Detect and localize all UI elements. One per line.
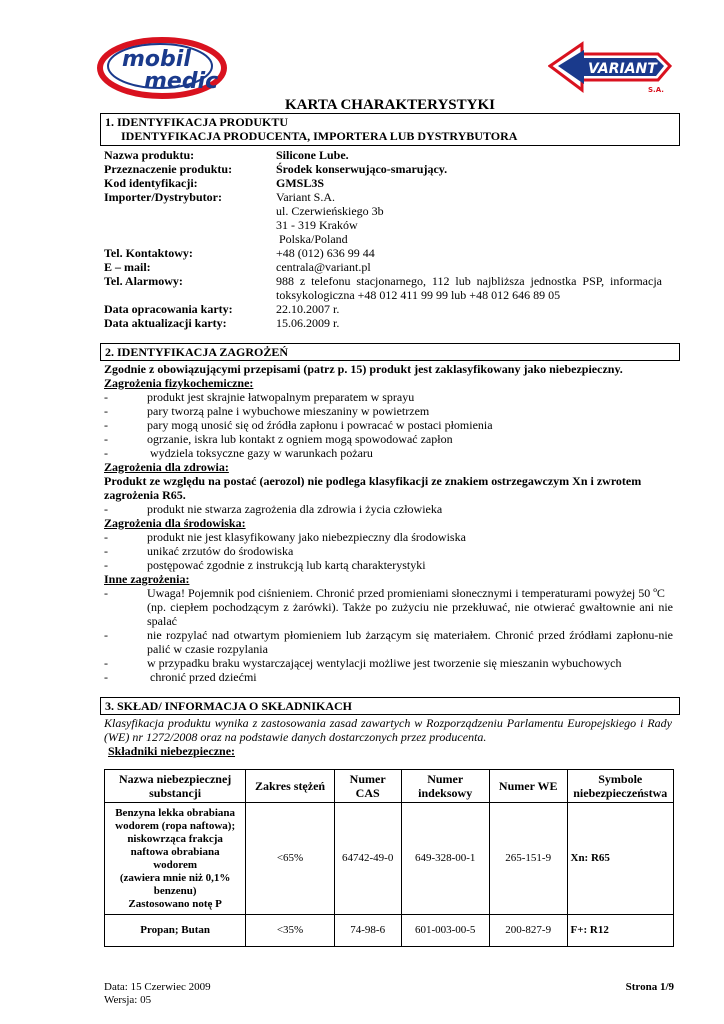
section1-heading1: 1. IDENTYFIKACJA PRODUKTU [105,115,289,129]
list-item: w przypadku braku wystarczającej wentylacji możliwe jest tworzenie się mieszanin wybuchowych [147,656,622,670]
phys-title: Zagrożenia fizykochemiczne: [104,376,254,390]
contact-label: E – mail: [104,260,151,274]
list-item: produkt nie stwarza zagrożenia dla zdrowia i życia człowieka [147,502,443,516]
svg-text:VARIANT: VARIANT [588,61,657,77]
footer-version: Wersja: 05 [104,994,152,1006]
list-item: unikać zrzutów do środowiska [147,544,294,558]
health-text1: Produkt ze względu na postać (aerozol) nie podlega klasyfikacji ze znakiem ostrzegawczym Xn i zwrotem [104,474,642,488]
svg-text:medic: medic [144,69,219,94]
table-row [105,915,674,947]
substance-name-line: Propan; Butan [140,924,211,936]
hazard-symbols: Xn: R65 [567,803,674,915]
we-number: 200-827-9 [489,915,567,947]
field-label: Przeznaczenie produktu: [104,162,233,176]
column-header: Zakres stężeń [246,770,335,803]
field-label: Kod identyfikacji: [104,176,198,190]
address-line: ul. Czerwieńskiego 3b [276,204,384,218]
alarm-line2: toksykologiczna +48 012 411 99 99 lub +48 012 646 89 05 [276,288,561,302]
substances-table [104,769,674,947]
list-item-cont: spalać [147,614,177,628]
health-text2: zagrożenia R65. [104,488,186,502]
hazard-symbols: F+: R12 [567,915,674,947]
bullet-dash: - [104,432,108,446]
address-line: 31 - 319 Kraków [276,218,358,232]
column-header: Numer CAS [334,770,401,803]
section3-subtitle: Składniki niebezpieczne: [108,744,236,758]
footer-page-number: Strona 1/9 [625,981,674,993]
variant-logo [548,40,672,96]
list-item: nie rozpylać nad otwartym płomieniem lub żarzącym się materiałem. Chronić przed źródłami zapłonu-nie [147,628,673,642]
bullet-dash: - [104,558,108,572]
list-item: wydziela toksyczne gazy w warunkach pożaru [150,446,373,460]
index-number: 649-328-00-1 [401,803,489,915]
page-title: KARTA CHARAKTERYSTYKI [285,97,495,113]
contact-phone[interactable]: +48 (012) 636 99 44 [276,246,375,260]
field-label: Nazwa produktu: [104,148,195,162]
substance-name-line: (zawiera mnie niż 0,1% [119,871,231,884]
table-row [105,803,674,915]
bullet-dash: - [104,530,108,544]
svg-text:S.A.: S.A. [648,86,664,94]
bullet-dash: - [104,390,108,404]
list-item-cont: palić w czasie rozpylania [147,642,268,656]
date-label: Data aktualizacji karty: [104,316,227,330]
cas-number: 64742-49-0 [334,803,401,915]
bullet-dash: - [104,404,108,418]
list-item: ogrzanie, iskra lub kontakt z ogniem mogą spowodować zapłon [147,432,453,446]
section2-header: 2. IDENTYFIKACJA ZAGROŻEŃ [100,343,680,361]
bullet-dash: - [104,544,108,558]
column-header: Numer indeksowy [401,770,489,803]
substance-name-line: Benzyna lekka obrabiana [115,806,236,819]
concentration-range: <65% [246,803,335,915]
section1-header [100,113,680,146]
contact-email[interactable]: centrala@variant.pl [276,260,371,274]
health-title: Zagrożenia dla zdrowia: [104,460,229,474]
date-value: 22.10.2007 r. [276,302,340,316]
column-header: Nazwa niebezpiecznej substancji [105,770,246,803]
list-item-cont: (np. ciepłem pochodzącym z żarówki). Także po zużyciu nie przekłuwać, nie otwierać gwałtownie ani nie [147,600,673,614]
section3-note-line2: (WE) nr 1272/2008 oraz na podstawie danych dostarczonych przez producenta. [104,730,487,744]
substance-name-line: niskowrząca frakcja [127,832,223,845]
section2-intro: Zgodnie z obowiązującymi przepisami (patrz p. 15) produkt jest zaklasyfikowany jako niebezpieczny. [104,362,623,376]
list-item: pary tworzą palne i wybuchowe mieszaniny w powietrzem [147,404,430,418]
cas-number: 74-98-6 [334,915,401,947]
alarm-line1: 988 z telefonu stacjonarnego, 112 lub najbliższa jednostka PSP, informacja [276,274,662,288]
substance-name-line: naftowa obrabiana [130,845,220,858]
field-label: Importer/Dystrybutor: [104,190,222,204]
bullet-dash: - [104,418,108,432]
substance-name [105,803,246,915]
section3-note-line1: Klasyfikacja produktu wynika z zastosowania zasad zawartych w Rozporządzeniu Parlamentu Europejskiego i Rady [104,716,672,730]
contact-label: Tel. Kontaktowy: [104,246,193,260]
list-item: produkt jest skrajnie łatwopalnym preparatem w sprayu [147,390,415,404]
date-label: Data opracowania karty: [104,302,233,316]
bullet-dash: - [104,586,108,600]
alarm-label: Tel. Alarmowy: [104,274,183,288]
mobil-medic-logo [94,32,234,102]
footer-date: Data: 15 Czerwiec 2009 [104,981,211,993]
field-value: Silicone Lube. [276,148,349,162]
bullet-dash: - [104,628,108,642]
column-header: Symbole niebezpieczeństwa [567,770,674,803]
list-item: produkt nie jest klasyfikowany jako niebezpieczny dla środowiska [147,530,466,544]
bullet-dash: - [104,446,108,460]
other-title: Inne zagrożenia: [104,572,190,586]
list-item: chronić przed dziećmi [150,670,257,684]
date-value: 15.06.2009 r. [276,316,340,330]
list-item: Uwaga! Pojemnik pod ciśnieniem. Chronić przed promieniami słonecznymi i temperaturami powyżej 50 ºC [147,586,665,600]
field-value: Środek konserwująco-smarujący. [276,162,448,176]
substance-name-line: wodorem (ropa naftowa); [115,819,236,832]
svg-text:mobil: mobil [122,47,191,72]
section1-heading2: IDENTYFIKACJA PRODUCENTA, IMPORTERA LUB DYSTRYBUTORA [121,129,518,143]
substance-name-line: wodorem [153,858,198,871]
section3-header: 3. SKŁAD/ INFORMACJA O SKŁADNIKACH [100,697,680,715]
substance-name-line: benzenu) [153,884,197,897]
column-header: Numer WE [489,770,567,803]
substance-name-line: Zastosowano notę P [128,897,222,910]
substance-name [105,915,246,947]
we-number: 265-151-9 [489,803,567,915]
bullet-dash: - [104,656,108,670]
table-header-row [105,770,674,803]
list-item: pary mogą unosić się od źródła zapłonu i powracać w postaci płomienia [147,418,493,432]
list-item: postępować zgodnie z instrukcją lub kartą charakterystyki [147,558,426,572]
field-value: Variant S.A. [276,190,335,204]
bullet-dash: - [104,502,108,516]
address-line: Polska/Poland [279,232,348,246]
concentration-range: <35% [246,915,335,947]
bullet-dash: - [104,670,108,684]
env-title: Zagrożenia dla środowiska: [104,516,246,530]
index-number: 601-003-00-5 [401,915,489,947]
field-value: GMSL3S [276,176,325,190]
